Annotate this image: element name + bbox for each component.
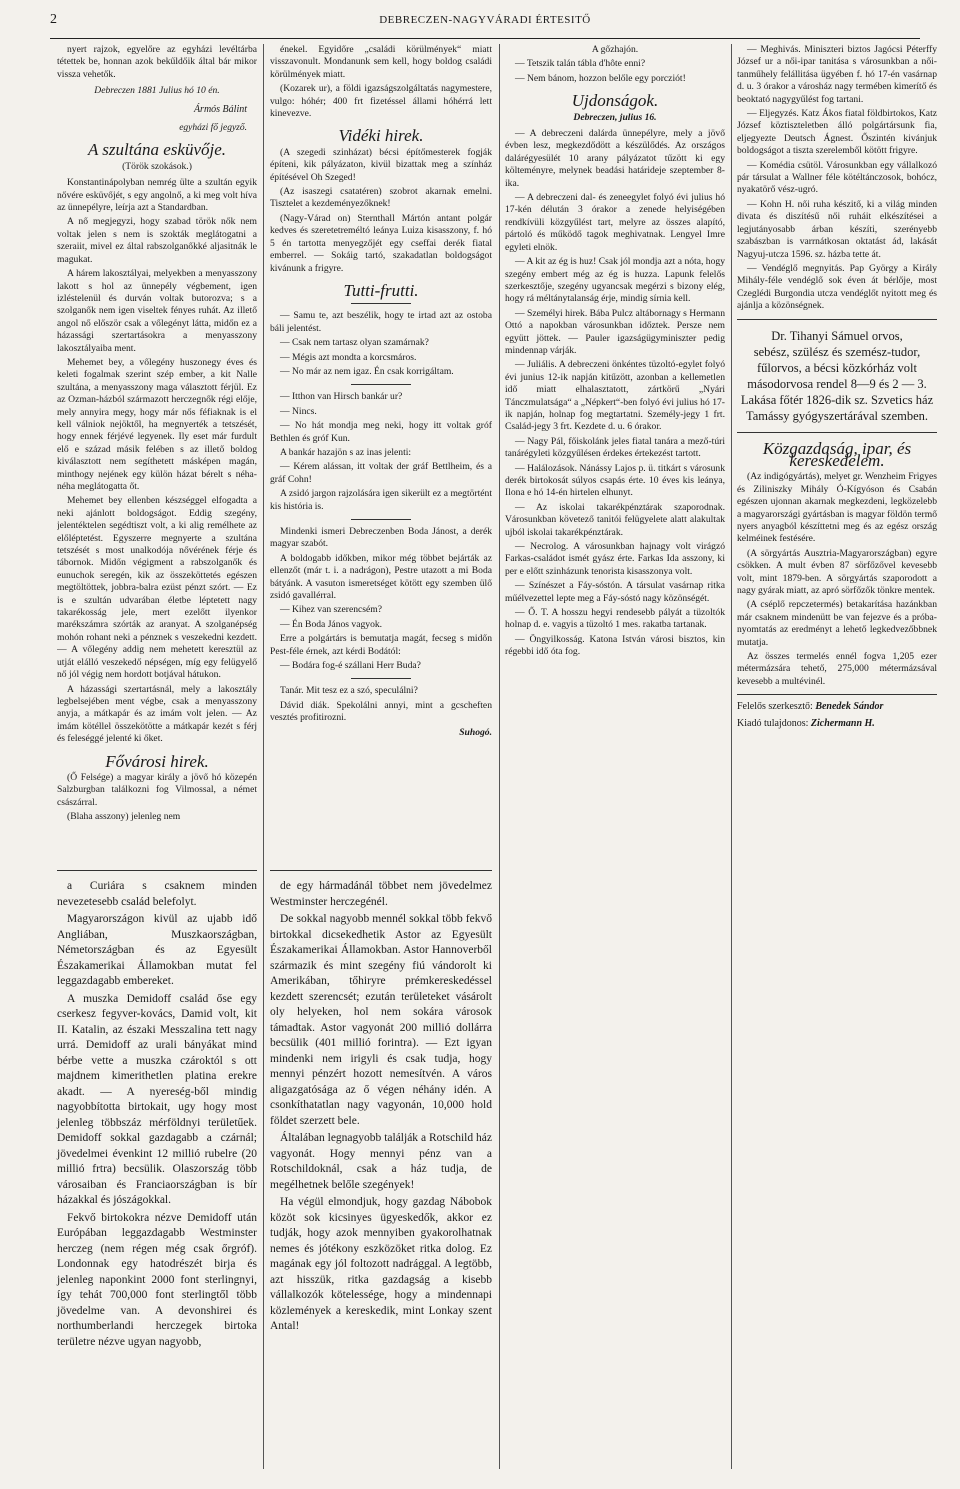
news-paragraph: Az összes termelés ennél fogva 1,205 ezer métermázsára tehető, 275,000 métermázsával kevesebb a multévinél.: [737, 651, 937, 687]
news-paragraph: — Halálozások. Nánássy Lajos p. ü. titkárt s városunk derék birtokosát súlyos csapás érte. 10 éves kis leánya, Ilona e hó 14-én hirtelen elhunyt.: [505, 462, 725, 499]
section-title: Tutti-frutti.: [343, 280, 419, 300]
article-subtitle: (Török szokások.): [122, 160, 192, 172]
news-paragraph: — Az iskolai takarékpénztárak szaporodnak. Városunkban követező tanitói felügyelete alatt alakultak ujból iskolai takarékpénztárak.: [505, 501, 725, 538]
anecdote-line: — Tetszik talán tábla d'hôte enni?: [515, 58, 646, 70]
editor-line: [737, 701, 937, 713]
article-paragraph: Mehemet bey ellenben készséggel elfogadta a neki ajánlott boldogságot. Eddig szegény, jelentéktelen segédtiszt volt, a ki alig remélhete az előléptetést. Egyszerre megnyerte a szultána tetszését s most unalkodója nővérének férje és tábornok. Midőn végigment a rabszolganők és eunuchok seregén, kik az összeköttetés egészen megtöltöttek, jobbra-balra ezüst pénzt szórt. — Ez is e szultán udvarában életbe léptetett nagy takarékosság jele, mert ezelőtt ilyenkor marékszámra szórták az aranyat. A szolganépség mohón rohant neki a pénznek s veszekedni kezdett. — A vőlegény addig nem mehetett keresztül az utját elálló veszekedő népségen, míg egy felügyelő nő jól végig nem hordott botjával hátukon.: [57, 495, 257, 681]
news-paragraph: (Kozarek ur), a földi igazságszolgáltatás nagymestere, vulgo: hóhér; 400 frt fizetéssel állami hóhérrá lett kinevezve.: [270, 83, 492, 120]
header-rule: [50, 38, 920, 39]
divider: [351, 384, 411, 385]
publisher-name: Zichermann H.: [810, 717, 875, 729]
section-title: Közgazdaság, ipar, és kereskedelem.: [762, 438, 912, 470]
article-paragraph: a Curiára s csaknem minden nevezetesebb család belefolyt.: [57, 880, 257, 908]
news-paragraph: — Meghivás. Miniszteri biztos Jagócsi Péterffy József ur a női-ipar tanitása s városunkban a női-tanműhely felállitása ügyében f. hó 17-én vasárnap d. u. 3 órakor a városház nagy termében kimerítő és beoktató nagygyűlést fog tartani.: [737, 44, 937, 105]
article-title: A szultána esküvője.: [87, 140, 227, 160]
anecdote-line: — Bodára fog-é szállani Herr Buda?: [280, 660, 421, 672]
anecdote-line: — Nincs.: [280, 405, 317, 417]
article-paragraph: A házassági szertartásnál, mely a lakosztály legbelsejében ment végbe, csak a menyasszony anyja, a mátkapár és az imám volt jelen. — Az imám kötéllel összekötötte a mátkapár kezét s férj és feleséggé jelenté ki őket.: [57, 683, 257, 745]
anecdote-line: A gőzhajón.: [591, 44, 639, 55]
news-paragraph: — Személyi hirek. Bába Pulcz altábornagy s Hermann Ottó a napokban városunkban időztek. Persze nem együtt jöttek. — Pauler igazságügyminiszter pedig mindennap várják.: [505, 307, 725, 356]
section-dateline: Debreczen, julius 16.: [573, 111, 657, 123]
column-divider: [263, 44, 264, 1469]
anecdote-line: Erre a polgártárs is bemutatja magát, fecseg s midőn Pest-féle érnek, azt kérdi Bodától:: [270, 633, 492, 657]
column-4: [737, 44, 937, 730]
article-paragraph: Konstantinápolyban nemrég ülte a szultán egyik nővére esküvőjét, s egy angolnő, a ki meg volt híva az ünnepélyre, leírja azt a Standardban.: [57, 177, 257, 214]
section-title: Vidéki hirek.: [338, 126, 424, 146]
article-paragraph: A muszka Demidoff család őse egy cserkesz fegyver-kovács, Damid volt, kit II. Katalin, az északi Messzalina tett nagy urrá. Demidoff az urali bányákat mind bérbe vette a muszka czároktól s ott majdnem kimerithetlen platina erekre akadt. — A nyereség-ből mindig nagyobbította birtokait, ugy hogy most jelenleg többszáz mérföldnyi területűek. Demidoff sokkal gazdagabb a czárnál; jövedelmei évenkint 12 millió rubelre (20 millió frtra) becsülik. Olaszország több városaiban és Franciaországban is bír házakkal és jószágokkal.: [57, 992, 257, 1206]
section-rule: [270, 870, 492, 871]
news-paragraph: (A szegedi szinházat) bécsi építőmesterek fogják építeni, kik pályázaton, kivül bizattak meg a színház építésével Oh Szeged!: [270, 146, 492, 183]
divider: [351, 678, 411, 679]
anecdote-line: A bankár hazajön s az inas jelenti:: [280, 446, 412, 458]
article-paragraph: A hárem lakosztályai, melyekben a menyasszony lakott s hol az ünnepély végbement, igen izléstelenül és durván voltak butorozva; s a szolganők nem igen viseltek fényes ruhát. Az illető angol nő először csak a vőlegényt látta, midőn ez a házassági szertartásokra a menyasszony lakosztályaiba ment.: [57, 268, 257, 354]
anecdote-line: — Mégis azt mondta a korcsmáros.: [280, 351, 417, 363]
anecdote-line: — Kihez van szerencsém?: [280, 604, 383, 616]
news-paragraph: énekel. Egyidőre „családi körülmények“ miatt visszavonult. Mondanunk sem kell, hogy boldog családi körülmények miatt.: [270, 44, 492, 80]
news-paragraph: — Juliális. A debreczeni önkéntes tüzoltó-egylet folyó évi junius 12-ik napján kitűzött, azonban a kellemetlen idő miatt elhalasztatott, zártkörű „Nyári Tánczmulatsága“ a „Népkert“-ben folyó évi julius hó 17-ik napján, holnap fog megtartatni. Személy-jegy 1 frt. Család-jegy 3 frt. Kezdete d. u. 6 órakor.: [505, 359, 725, 433]
news-paragraph: (Nagy-Várad on) Sternthall Mártón antant polgár kedves és szeretetreméltó leánya Luiza kisasszony, f. hó 5 én tartotta menyegzőjét egy cseffai derék fiatal emberrel. — Sokáig tartó, szakadatlan boldogságot kivánunk a frigyre.: [270, 212, 492, 274]
ad-body: sebész, szülész és szemész-tudor, fűlorvos, a bécsi közkórház volt másodorvosa rendel 8—9 és 2 — 3. Lakása főtér 1826-dik sz. Szvetics ház Tamássy gyógyszertárával szemben.: [740, 344, 934, 423]
news-paragraph: (Ő Felsége) a magyar király a jövő hó közepén Salzburgban találkozni fog Vilmossal, a német császárral.: [57, 771, 257, 808]
author-signature: Suhogó.: [459, 726, 492, 738]
anecdote-line: — Itthon van Hirsch bankár ur?: [280, 391, 403, 403]
anecdote-line: A zsidó jargon rajzolására igen sikerült ez a megtörtént kis história is.: [270, 488, 492, 512]
anecdote-line: A boldogabb időkben, mikor még többet bejárták az ellenzőt (már t. i. a nadrágon), Pestre utazott a mi Boda bátyánk. A vasuton ismeretséget kötött egy szemben ülő zsidó gavallérral.: [270, 552, 492, 602]
anecdote-line: — Én Boda János vagyok.: [280, 618, 383, 630]
anecdote-line: Mindenki ismeri Debreczenben Boda Jánost, a derék magyar szabót.: [270, 526, 492, 550]
news-paragraph: — A debreczeni dalárda ünnepélyre, mely a jövő évben lesz, megkezdődött a készülődés. Az országos dalárégyesülét 10 arany pályázatot tűzött ki egy költeményre, melynek beadási határideje szeptember 8-ika.: [505, 128, 725, 189]
publisher-label: Kiadó tulajdonos:: [737, 717, 809, 729]
news-paragraph: — Öngyilkosság. Katona István városi bisztos, kin régebbi idő óta fog.: [505, 633, 725, 658]
column-2: [270, 44, 492, 1337]
section-title: Ujdonságok.: [571, 91, 659, 111]
news-paragraph: (Blaha asszony) jelenleg nem: [67, 811, 181, 823]
editor-name: Benedek Sándor: [815, 701, 884, 713]
article-paragraph: Fekvő birtokokra nézve Demidoff után Európában leggazdagabb Westminster herczeg (nem régen még csak őrgróf). Londonnak egy hatodrészét birja és jelenleg naponkint 2000 font sterlingnyi, így tehát 700,000 font sterlingtől több jövedelme van. A devonshirei és northumberlandi herczegek birtoka területre nézve ugyan nagyobb,: [57, 1211, 257, 1348]
section-title: Fővárosi hirek.: [105, 751, 209, 771]
anecdote-line: — Nem bánom, hozzon belőle egy porcziót!: [515, 72, 686, 84]
article-paragraph: Ha végül elmondjuk, hogy gazdag Nábobok közöt sok kicsinyes ügyeskedők, akkor ez tudják, hogy azok mennyiben gyakorolhatnak nemes és jótékony eszközöket ritka dolog. Ez magának egy jól foltozott nadrággal. A legtöbb, azt hisszük, ritka gazdagság a kisebb vállalkozók kötelessége, hogy a mindennapi közlemények a kereskedik, mint Lonkay szent Antal!: [270, 1196, 492, 1332]
column-divider: [499, 44, 500, 1469]
anecdote-line: — Csak nem tartasz olyan szamárnak?: [280, 337, 429, 349]
dateline: Debreczen 1881 Julius hó 10 én.: [94, 85, 220, 97]
news-paragraph: — Vendéglő megnyitás. Pap György a Király Mihály-féle vendéglő sok éven át bérlője, most Czeglédi Burgondia utcza vendéglőt nyitott meg és ajánlja a közönségnek.: [737, 262, 937, 312]
news-paragraph: — Kohn H. női ruha készitő, ki a világ minden divata és diszítésű női ruháit elkészítései a legjutányosabb árban készíti, szerényebb szabászban is varrnátkosan oktatást ád, lakását Nagyuj-utcza 1596. sz. házba tette át.: [737, 198, 937, 260]
anecdote-line: Dávid diák. Spekolálni annyi, mint a gcscheften vesztés profitirozni.: [270, 699, 492, 724]
intro-paragraph: nyert rajzok, egyelőre az egyházi levéltárba tétettek be, honnan azok bekűldőik által bár mikor vissza vehetők.: [57, 44, 257, 80]
news-paragraph: — Komédia csütöl. Városunkban egy vállalkozó pár társulat a Wallner féle kötéltánczosok, bohócz, nyakatörő vész-ugró.: [737, 159, 937, 196]
section-rule: [737, 432, 937, 433]
article-paragraph: de egy hármadánál többet nem jövedelmez Westminster herczegénél.: [270, 880, 492, 908]
anecdote-line: — No már az nem igaz. Én csak korrigáltam.: [280, 365, 454, 377]
news-paragraph: — A debreczeni dal- és zeneegylet folyó évi julius hó 17-kén délután 3 órakor a zenede helyiségében rendkívüli közgyűlést tart, melyre az összes alapító, pártoló és működő tagok meghivatnak. Lengyel Imre egyleti elnök.: [505, 192, 725, 253]
divider: [351, 519, 411, 520]
news-paragraph: (A sörgyártás Ausztria-Magyarországban) egyre csökken. A mult évben 87 sörfőzővel kevesebb volt, mint 1879-ben. A sörgyártás szaporodott a nagy gyárak miatt, az apró sörfőzők tönkre mentek.: [737, 547, 937, 596]
ad-headline: Dr. Tihanyi Sámuel orvos,: [771, 328, 903, 343]
article-paragraph: Általában legnagyobb találják a Rotschild ház vagyonát. Hogy mennyi pénz van a Rotschildoknál, csak a ház tudja, de megélhetnek belőle szegények!: [270, 1132, 492, 1191]
section-rule: [737, 694, 937, 695]
doctor-advertisement: [737, 328, 937, 424]
news-paragraph: (Az isaszegi csatatéren) szobrot akarnak emelni. Tisztelet a kezdeményezőknek!: [270, 186, 492, 210]
column-1: [57, 44, 257, 1352]
article-paragraph: Magyarországon kivül az ujabb idő Angliában, Muszkaországban, Németországban és az Egyesült Északamerikai Államokban mutat fel leggazdagabb embereket.: [57, 913, 257, 987]
section-rule: [57, 870, 257, 871]
signature-title: egyházi fő jegyző.: [179, 123, 247, 134]
article-paragraph: A nő megjegyzi, hogy szabad török nők nem voltak jelen s nem is szokták meglátogatni a szeraiit, mivel ez által rabszolganőkké aljasitnák le magukat.: [57, 216, 257, 265]
anecdote-line: — Kérem alássan, itt voltak der gráf Bettlheim, és a gráf Cohn!: [270, 461, 492, 485]
page-header: [50, 12, 920, 32]
news-paragraph: — Eljegyzés. Katz Ákos fiatal földbirtokos, Katz József köztiszteletben álló polgártársunk fia, eljegyezte Deutsch Ágnest. Őszintén kivánjuk boldogságot a tiszta szerelemből kötött frigyre.: [737, 108, 937, 157]
editor-label: Felelős szerkesztő:: [737, 701, 813, 713]
article-paragraph: De sokkal nagyobb mennél sokkal több fekvő birtokkal dicsekedhetik Astor az Egyesült Északamerikai Államokban. Astor Hannoverből származik és mint szegény fiú vándorolt ki Amerikában, tőhiryre prémkereskedéssel kezdett szerencsét; ezután területeket vásárolt oly helyeken, hol nem sokára városok támadtak. Astor vagyonát 200 millió dollárra becsülik (401 millió forintra). — Ezt igyan mindenki nem irigyli és csak tudja, hogy mennyi pénzért hozott nemesítvén. A város aligazgatósága az ő végen néhány idén. A csonkíthatatlan nagy vagyonán, 10,000 hold földet szerzett bele.: [270, 913, 492, 1127]
news-paragraph: — Nagy Pál, főiskolánk jeles fiatal tanára a mező-túri tanárégyleti közgyűlésen érdekes értekezést tartott.: [505, 435, 725, 460]
news-paragraph: — Színészet a Fáy-sóstón. A társulat vasárnap ritka műélvezettel lepte meg a Fáy-sóstó nagy közönségét.: [505, 580, 725, 604]
news-paragraph: (A cséplő repczetermés) betakarítása hazánkban már csaknem mindenütt be van fejezve és a próba-nyomtatás az eredményt a lehető legkedvezőbbnek mutatja.: [737, 599, 937, 648]
column-3: [505, 44, 725, 661]
section-rule: [737, 319, 937, 320]
masthead: DEBRECZEN-NAGYVÁRADI ÉRTESITŐ: [379, 14, 591, 26]
news-paragraph: — Necrolog. A városunkban hajnagy volt virágzó Farkas-családot ismét gyász érte. Farkas Ida asszony, ki per e előtt szinházunk tenorista kisasszonya volt.: [505, 541, 725, 577]
column-divider: [731, 44, 732, 1469]
article-paragraph: Mehemet bey, a vőlegény huszonegy éves és keleti fogalmak szerint szép ember, a kit Nalle szultána, a menyasszony maga választott férjül. Ez az Ozman-házból származott herczegnők régi elője, mely annyira megy, hogy már nős féfiaknak is el kell válniok nejöktől, ha megnyerték a tetszését, hogy ennek férjévé legyenek. Ily eset már furdult elő e század másik felében s az illető boldog kiválasztott nem segíthetett másképen magán, minthogy nejének egy külön házat bérelt s néha-néha meglátogatta őt.: [57, 356, 257, 492]
publisher-line: [737, 718, 937, 730]
anecdote-line: Tanár. Mit tesz ez a szó, speculálni?: [280, 685, 418, 697]
signature-name: Ármós Bálint: [193, 103, 247, 115]
divider: [351, 303, 411, 304]
news-paragraph: — A kit az ég is huz! Csak jól mondja azt a nóta, hogy szegény embert még az ég is huzza. Lapunk felelős szerkesztője, szegény ugyancsak megérzi s bizony elég, hogy rá méltánytalanság érje, mindig sírnia kell.: [505, 256, 725, 305]
page-number: 2: [50, 12, 57, 27]
news-paragraph: — Ő. T. A hosszu hegyi rendesebb pályát a tüzoltók holnap d. e. vagyis a tüzoltó 1 mes. rakatba tartanak.: [505, 607, 725, 631]
news-paragraph: (Az indigógyártás), melyet gr. Wenzheim Frigyes és Ziliniszky Mihály Ó-Kígyóson és Csabán egészen ujonnan akarnak megkezdeni, legközelebb a magyarországi gyártásban is magyar földön termő nyers anyagból készíttetni meg és az egész ország kelméinek festésére.: [737, 471, 937, 545]
anecdote-line: — No hát mondja meg neki, hogy itt voltak gróf Bethlen és gróf Kun.: [270, 420, 492, 444]
anecdote-line: — Samu te, azt beszélik, hogy te irtad azt az ostoba báli jelentést.: [270, 310, 492, 334]
